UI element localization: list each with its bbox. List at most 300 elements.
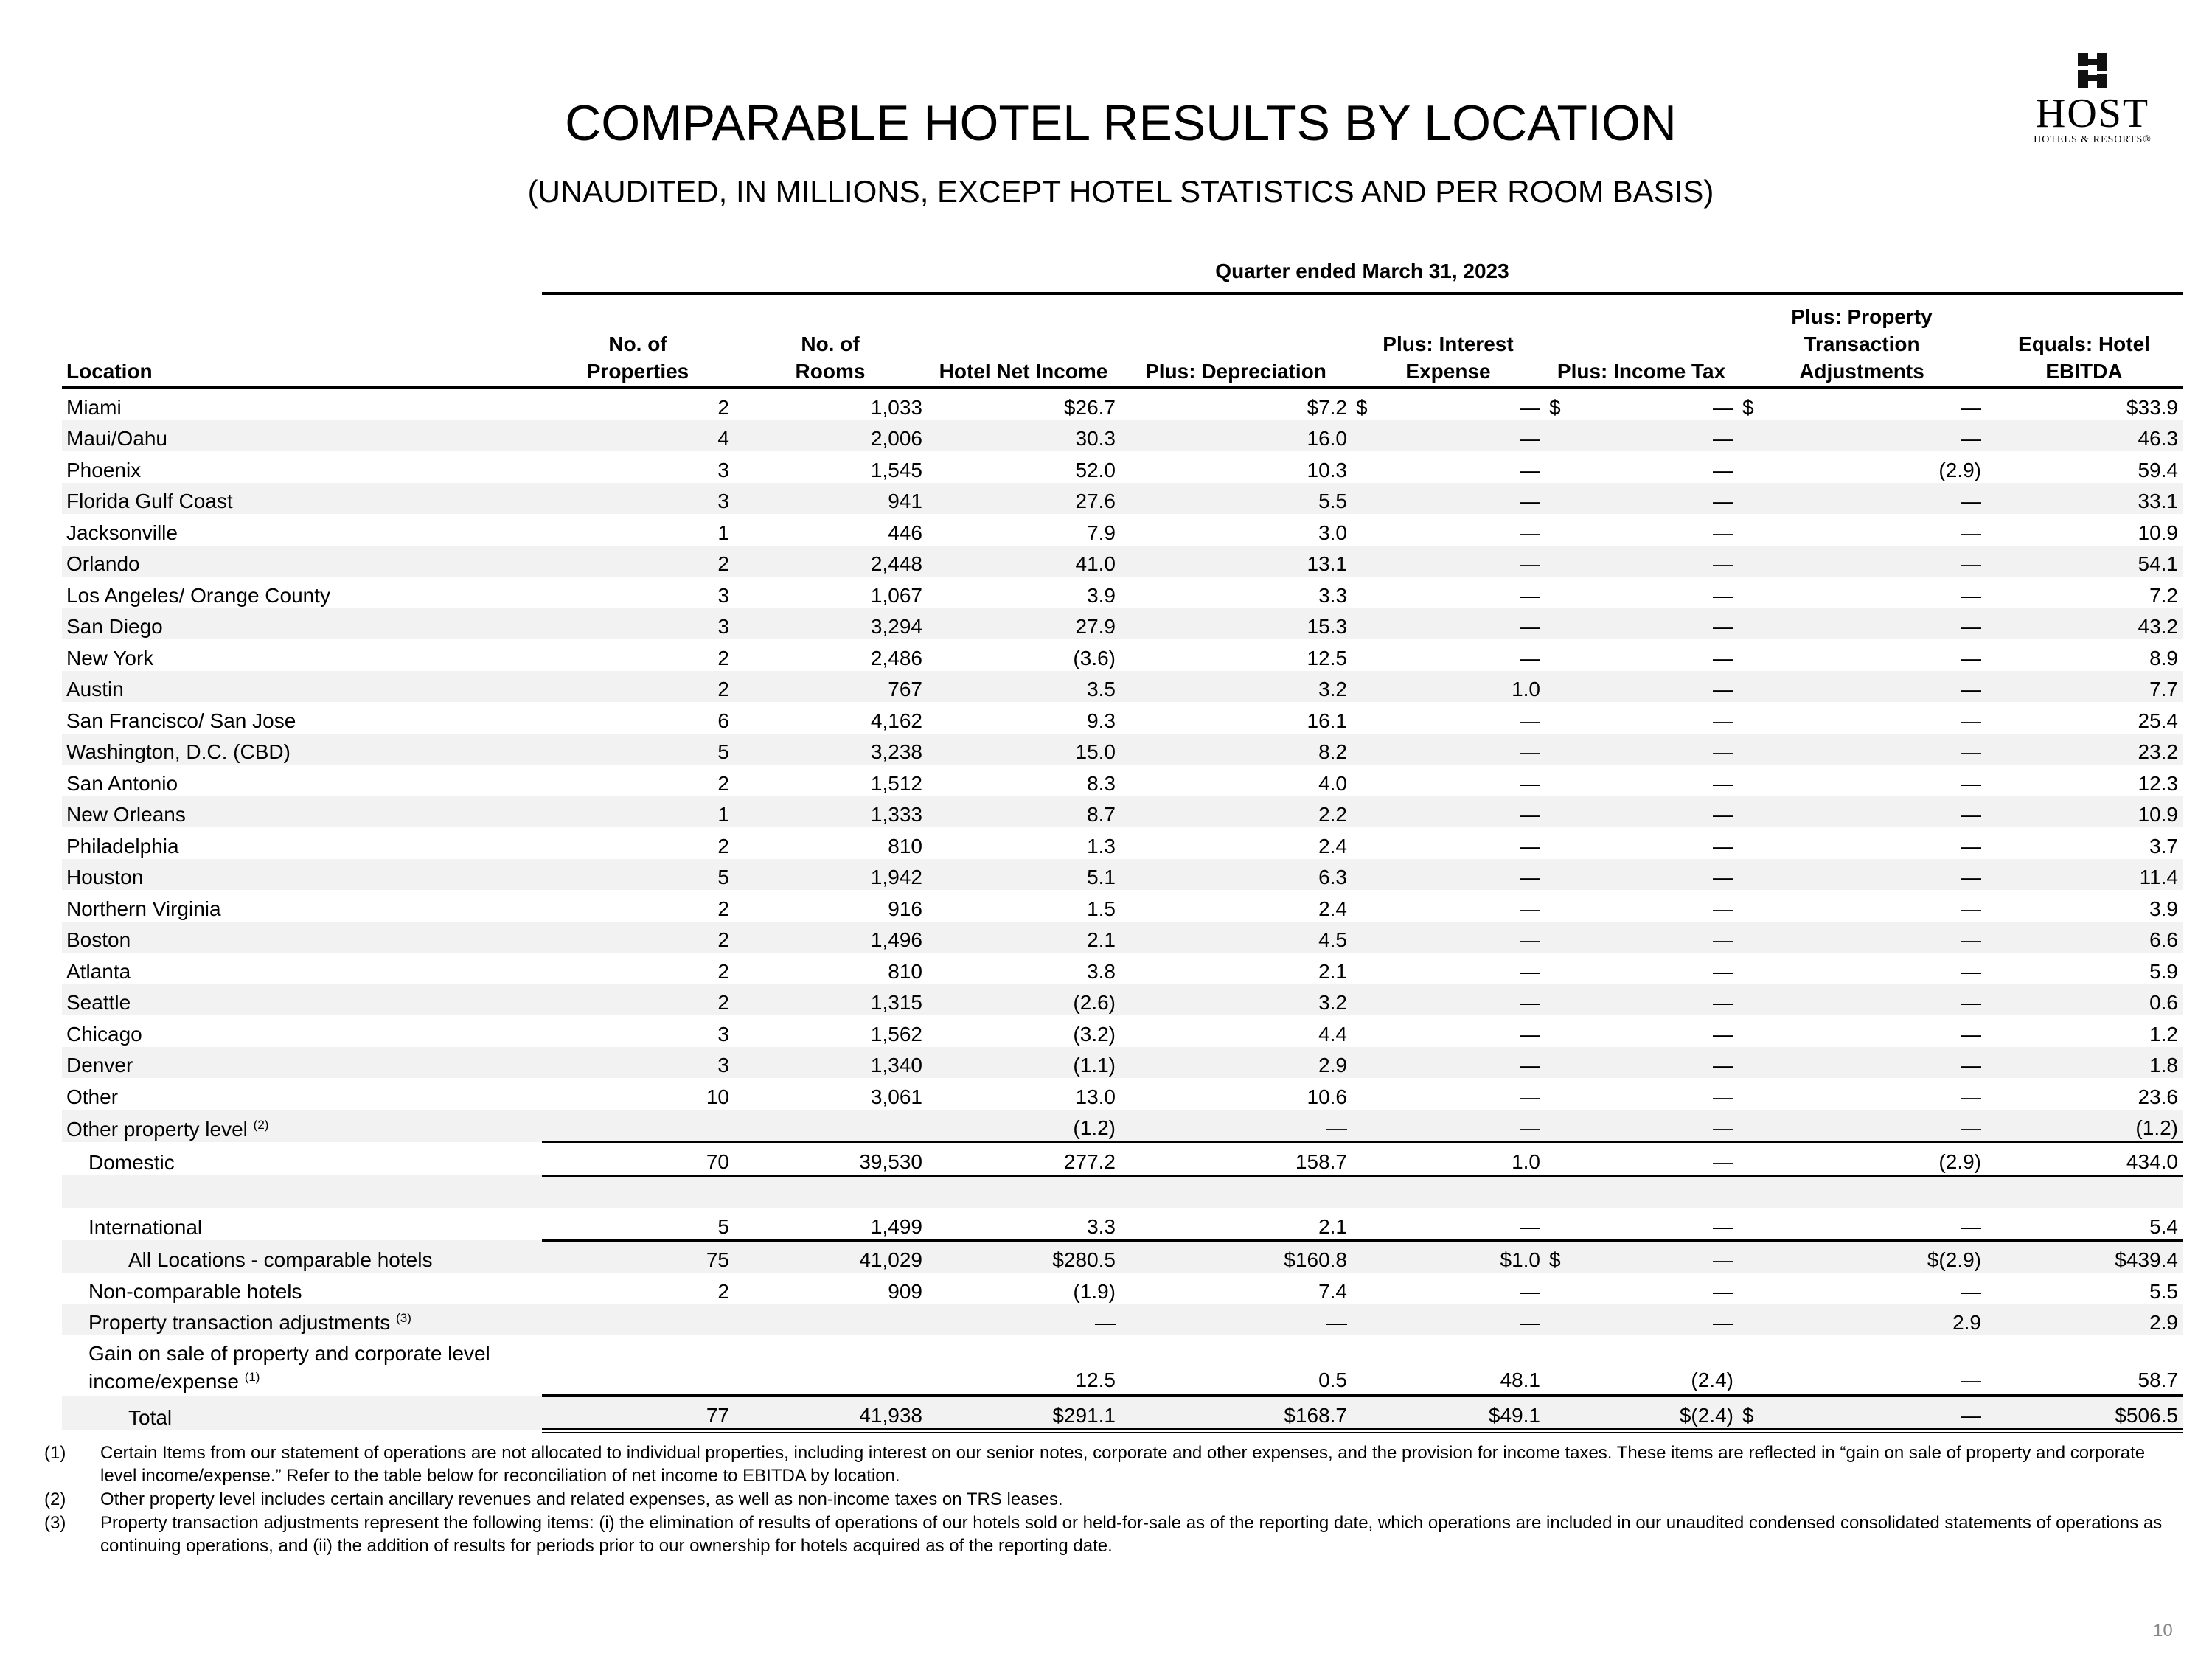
row-interest: — [1352, 796, 1545, 828]
footnote-number: (1) [44, 1443, 66, 1463]
row-location: Domestic [88, 1151, 175, 1174]
table-row [62, 577, 2183, 608]
row-adjustments: — [1738, 420, 1986, 452]
row-adjustments: — [1961, 646, 1981, 669]
footnote-text: Other property level includes certain ancillary revenues and related expenses, as well as non-income taxes on TRS leases. [100, 1489, 1063, 1509]
row-income-tax: — [1545, 796, 1738, 828]
row-location: Washington, D.C. (CBD) [62, 734, 542, 765]
row-rooms: 1,496 [734, 922, 927, 953]
table-row [62, 702, 2183, 734]
row-depreciation: 158.7 [1120, 1142, 1352, 1176]
col-rooms: No. of Rooms [734, 298, 927, 388]
row-interest: — [1520, 458, 1540, 481]
row-properties: 2 [717, 646, 729, 669]
table-row [62, 388, 2183, 420]
row-location: Austin [62, 671, 542, 703]
row-interest: — [1520, 646, 1540, 669]
row-location: Jacksonville [66, 521, 178, 544]
row-depreciation: 6.3 [1120, 859, 1352, 891]
row-interest: $1.0 [1352, 1240, 1545, 1273]
row-ebitda: 23.2 [1986, 734, 2183, 765]
row-properties: 10 [706, 1085, 729, 1108]
row-net-income: 2.1 [927, 922, 1120, 953]
row-rooms: 1,340 [734, 1047, 927, 1079]
row-income-tax: — [1713, 521, 1733, 544]
row-adjustments: — [1961, 897, 1981, 920]
row-ebitda: 1.2 [2149, 1022, 2178, 1046]
row-rooms: 41,938 [734, 1396, 927, 1431]
row-interest: 1.0 [1352, 1142, 1545, 1176]
table-row [62, 671, 2183, 703]
row-properties: 3 [717, 1022, 729, 1046]
row-depreciation: 2.9 [1120, 1047, 1352, 1079]
row-net-income: 3.3 [927, 1208, 1120, 1240]
row-location: Property transaction adjustments $^{(3)}$ [62, 1304, 542, 1336]
row-depreciation: — [1120, 1304, 1352, 1336]
row-properties: 5 [542, 1208, 734, 1240]
domestic-row [62, 1142, 2183, 1176]
table-row [62, 827, 2183, 859]
row-rooms: 3,294 [734, 608, 927, 640]
row-location: Non-comparable hotels [88, 1279, 302, 1303]
property-adjustments-row [62, 1304, 2183, 1336]
row-location: Denver [62, 1047, 542, 1079]
row-depreciation: 16.0 [1120, 420, 1352, 452]
row-rooms: 810 [888, 834, 922, 858]
table-row [62, 420, 2183, 452]
row-location: All Locations - comparable hotels [62, 1240, 542, 1273]
row-properties: 2 [542, 922, 734, 953]
row-ebitda: 59.4 [2138, 458, 2178, 481]
row-adjustments: (2.9) [1738, 1142, 1986, 1176]
row-rooms: 767 [734, 671, 927, 703]
row-ebitda: 23.6 [2138, 1085, 2178, 1108]
row-location: Northern Virginia [66, 897, 221, 920]
col-ebitda: Equals: Hotel EBITDA [1986, 298, 2183, 388]
footnote [44, 1488, 2168, 1511]
row-net-income: 12.5 [927, 1335, 1120, 1396]
logo-wordmark: HOST [2035, 91, 2150, 136]
row-net-income: 277.2 [927, 1142, 1120, 1176]
row-adjustments: $ — [1742, 395, 1981, 419]
row-location: Other [66, 1085, 119, 1108]
row-net-income: 9.3 [1087, 709, 1116, 732]
table-row [62, 608, 2183, 640]
row-adjustments: — [1961, 709, 1981, 732]
row-net-income: (2.6) [927, 984, 1120, 1016]
row-depreciation: 2.4 [1318, 897, 1347, 920]
table-row [62, 514, 2183, 546]
row-depreciation: $160.8 [1120, 1240, 1352, 1273]
row-rooms: 1,545 [870, 458, 922, 481]
row-properties: 2 [717, 771, 729, 795]
row-income-tax: — [1545, 922, 1738, 953]
row-properties: 4 [542, 420, 734, 452]
table-row [62, 765, 2183, 796]
row-depreciation: 4.4 [1318, 1022, 1347, 1046]
row-ebitda: 54.1 [1986, 546, 2183, 577]
row-rooms: 1,315 [734, 984, 927, 1016]
row-ebitda: (1.2) [1986, 1110, 2183, 1142]
row-properties: 1 [717, 521, 729, 544]
row-ebitda: 3.7 [2149, 834, 2178, 858]
row-ebitda: 8.9 [2149, 646, 2178, 669]
row-location: Chicago [66, 1022, 142, 1046]
row-income-tax: — [1713, 458, 1733, 481]
row-net-income: (1.1) [927, 1047, 1120, 1079]
row-net-income: 27.6 [927, 483, 1120, 515]
row-adjustments: — [1738, 1110, 1986, 1142]
row-properties: 3 [717, 458, 729, 481]
row-rooms: 810 [888, 959, 922, 983]
row-income-tax: — [1545, 1047, 1738, 1079]
footnote [44, 1441, 2168, 1487]
row-adjustments: — [1738, 1208, 1986, 1240]
row-location: New York [66, 646, 154, 669]
row-net-income: — [927, 1304, 1120, 1336]
row-location: International [88, 1216, 203, 1239]
row-depreciation: 3.2 [1120, 671, 1352, 703]
row-interest: — [1352, 546, 1545, 577]
row-interest: 1.0 [1352, 671, 1545, 703]
row-location: New Orleans [62, 796, 542, 828]
col-adjustments: Plus: Property Transaction Adjustments [1738, 298, 1986, 388]
row-properties: 2 [542, 984, 734, 1016]
row-income-tax: — [1545, 483, 1738, 515]
row-rooms: 909 [888, 1279, 922, 1303]
row-interest: — [1520, 1085, 1540, 1108]
row-ebitda: 10.9 [1986, 796, 2183, 828]
row-rooms: 446 [888, 521, 922, 544]
row-ebitda: $33.9 [2126, 395, 2178, 419]
row-net-income: 41.0 [927, 546, 1120, 577]
table-header-row [62, 298, 2183, 388]
row-interest: — [1520, 709, 1540, 732]
row-adjustments: — [1738, 984, 1986, 1016]
row-ebitda: $439.4 [1986, 1240, 2183, 1273]
row-income-tax: — [1545, 984, 1738, 1016]
row-interest: — [1352, 483, 1545, 515]
row-location: Orlando [62, 546, 542, 577]
row-depreciation: 0.5 [1120, 1335, 1352, 1396]
row-rooms: 3,061 [870, 1085, 922, 1108]
row-interest: — [1352, 922, 1545, 953]
row-depreciation: 8.2 [1120, 734, 1352, 765]
row-adjustments: — [1738, 1047, 1986, 1079]
row-income-tax: — [1545, 671, 1738, 703]
row-interest: — [1352, 608, 1545, 640]
row-interest: — [1352, 859, 1545, 891]
row-adjustments: $(2.9) [1738, 1240, 1986, 1273]
international-row [62, 1208, 2183, 1240]
location-rows [62, 388, 2183, 1142]
row-properties: 2 [717, 395, 729, 419]
row-location: San Francisco/ San Jose [66, 709, 296, 732]
all-locations-row [62, 1240, 2183, 1273]
row-ebitda: 7.2 [2149, 583, 2178, 607]
row-location: Maui/Oahu [62, 420, 542, 452]
row-properties: 2 [717, 897, 729, 920]
table-row [62, 546, 2183, 577]
row-ebitda: 46.3 [1986, 420, 2183, 452]
footnote [44, 1512, 2168, 1557]
col-net-income: Hotel Net Income [927, 298, 1120, 388]
row-net-income: $291.1 [927, 1396, 1120, 1431]
row-adjustments: — [1961, 1022, 1981, 1046]
row-ebitda: 25.4 [2138, 709, 2178, 732]
row-properties: 6 [717, 709, 729, 732]
row-rooms: 916 [888, 897, 922, 920]
page-title: COMPARABLE HOTEL RESULTS BY LOCATION [565, 95, 1677, 151]
row-properties: 2 [542, 671, 734, 703]
row-properties: 3 [717, 583, 729, 607]
row-adjustments: — [1738, 922, 1986, 953]
row-properties: 3 [542, 483, 734, 515]
row-ebitda: 6.6 [1986, 922, 2183, 953]
row-adjustments: — [1961, 1085, 1981, 1108]
row-adjustments: — [1961, 834, 1981, 858]
row-rooms: 2,448 [734, 546, 927, 577]
row-ebitda: 5.5 [2149, 1279, 2178, 1303]
row-rooms: 1,512 [870, 771, 922, 795]
row-net-income: 52.0 [1075, 458, 1116, 481]
row-ebitda: 58.7 [1986, 1335, 2183, 1396]
table-row [62, 796, 2183, 828]
table-row [62, 1015, 2183, 1047]
row-interest: — [1352, 1208, 1545, 1240]
host-logo-mark-icon [2075, 52, 2110, 90]
table-row [62, 483, 2183, 515]
table-row [62, 890, 2183, 922]
footnote-text: Property transaction adjustments represent the following items: (i) the elimination of results of operations of our hotels sold or held-for-sale as of the reporting date, which operations are included in our unaudited condensed consolidated statements of operations as continuing operations, and (ii) the addition of results for periods prior to our ownership for hotels acquired as of the reporting date. [100, 1513, 2163, 1556]
row-depreciation: 10.3 [1307, 458, 1347, 481]
row-adjustments: — [1738, 734, 1986, 765]
row-adjustments: — [1738, 608, 1986, 640]
row-depreciation: 13.1 [1120, 546, 1352, 577]
row-location: Philadelphia [66, 834, 179, 858]
period-rule [542, 292, 2183, 295]
row-adjustments: — [1961, 521, 1981, 544]
row-interest: — [1520, 1279, 1540, 1303]
row-depreciation: 2.1 [1120, 1208, 1352, 1240]
row-interest: — [1352, 1110, 1545, 1142]
row-rooms: 2,006 [734, 420, 927, 452]
row-depreciation: $168.7 [1120, 1396, 1352, 1431]
row-location: San Diego [62, 608, 542, 640]
col-location: Location [62, 298, 542, 388]
row-properties: 2 [542, 546, 734, 577]
row-interest: — [1520, 521, 1540, 544]
row-adjustments: — [1961, 959, 1981, 983]
row-adjustments: — [1961, 583, 1981, 607]
row-net-income: 8.7 [927, 796, 1120, 828]
period-heading: Quarter ended March 31, 2023 [1215, 260, 1509, 282]
row-location: Atlanta [66, 959, 131, 983]
row-depreciation: 4.5 [1120, 922, 1352, 953]
footnote-text: Certain Items from our statement of operations are not allocated to individual properties, including interest on our senior notes, corporate and other expenses, and the provision for income taxes. These items are reflected in “gain on sale of property and corporate level income/expense.” Refer to the table below for reconciliation of net income to EBITDA by location. [100, 1443, 2146, 1486]
row-rooms: 1,033 [870, 395, 922, 419]
row-income-tax: — [1713, 709, 1733, 732]
row-interest: — [1520, 771, 1540, 795]
row-ebitda: 2.9 [1986, 1304, 2183, 1336]
row-depreciation: 12.5 [1307, 646, 1347, 669]
row-interest: — [1352, 1304, 1545, 1336]
row-net-income: 3.9 [1087, 583, 1116, 607]
row-adjustments: — [1738, 671, 1986, 703]
row-income-tax: — [1545, 608, 1738, 640]
row-location: Los Angeles/ Orange County [66, 583, 331, 607]
row-interest: — [1352, 984, 1545, 1016]
row-ebitda: 10.9 [2138, 521, 2178, 544]
table-row [62, 734, 2183, 765]
row-depreciation: $7.2 [1307, 395, 1347, 419]
logo-tagline: HOTELS & RESORTS® [2034, 134, 2152, 145]
row-location: Boston [62, 922, 542, 953]
row-depreciation: 4.0 [1318, 771, 1347, 795]
table-row [62, 953, 2183, 984]
row-income-tax: — [1713, 1085, 1733, 1108]
row-location: Other property level $^{(2)}$ [62, 1110, 542, 1142]
row-income-tax: — [1545, 1110, 1738, 1142]
row-depreciation: — [1120, 1110, 1352, 1142]
row-adjustments: 2.9 [1738, 1304, 1986, 1336]
row-ebitda: 33.1 [1986, 483, 2183, 515]
row-adjustments: — [1961, 771, 1981, 795]
row-location: Gain on sale of property and corporate level income/expense $^{(1)}$ [88, 1341, 490, 1393]
row-interest: — [1520, 959, 1540, 983]
row-net-income: 8.3 [1087, 771, 1116, 795]
gain-on-sale-row [62, 1335, 2183, 1396]
row-net-income: 3.5 [927, 671, 1120, 703]
row-interest: 48.1 [1352, 1335, 1545, 1396]
row-interest: — [1520, 583, 1540, 607]
row-properties: 77 [542, 1396, 734, 1431]
row-adjustments: $ — [1738, 1396, 1986, 1431]
row-properties: 3 [542, 608, 734, 640]
col-depreciation: Plus: Depreciation [1120, 298, 1352, 388]
row-location: Florida Gulf Coast [62, 483, 542, 515]
row-adjustments: — [1738, 859, 1986, 891]
row-rooms: 1,562 [870, 1022, 922, 1046]
row-properties: 1 [542, 796, 734, 828]
row-adjustments: — [1738, 796, 1986, 828]
row-properties: 5 [542, 859, 734, 891]
row-net-income: $280.5 [927, 1240, 1120, 1273]
row-depreciation: 2.2 [1120, 796, 1352, 828]
row-net-income: (3.6) [1073, 646, 1116, 669]
row-income-tax: — [1545, 859, 1738, 891]
row-rooms: 39,530 [734, 1142, 927, 1176]
row-depreciation: 16.1 [1307, 709, 1347, 732]
page-number: 10 [2153, 1621, 2173, 1641]
row-income-tax: — [1545, 546, 1738, 577]
row-location: Houston [62, 859, 542, 891]
row-ebitda: 1.8 [1986, 1047, 2183, 1079]
page-subtitle: (UNAUDITED, IN MILLIONS, EXCEPT HOTEL STATISTICS AND PER ROOM BASIS) [527, 174, 1714, 209]
row-ebitda: 7.7 [1986, 671, 2183, 703]
row-income-tax: — [1545, 1208, 1738, 1240]
row-income-tax: (2.4) [1545, 1335, 1738, 1396]
row-ebitda: 0.6 [1986, 984, 2183, 1016]
row-rooms: 2,486 [870, 646, 922, 669]
row-net-income: $26.7 [1063, 395, 1116, 419]
row-interest: — [1352, 734, 1545, 765]
row-adjustments: (2.9) [1938, 458, 1981, 481]
row-rooms: 4,162 [870, 709, 922, 732]
non-comparable-row [62, 1273, 2183, 1304]
row-adjustments: — [1738, 546, 1986, 577]
row-depreciation: 15.3 [1120, 608, 1352, 640]
row-interest: — [1520, 834, 1540, 858]
row-net-income: 1.5 [1087, 897, 1116, 920]
row-properties: 2 [717, 959, 729, 983]
col-income-tax: Plus: Income Tax [1545, 298, 1738, 388]
row-income-tax: — [1713, 1279, 1733, 1303]
row-properties: 70 [542, 1142, 734, 1176]
row-properties: 3 [542, 1047, 734, 1079]
row-location: Phoenix [66, 458, 142, 481]
table-row [62, 1078, 2183, 1110]
table-row [62, 984, 2183, 1016]
row-depreciation: 10.6 [1307, 1085, 1347, 1108]
row-net-income: (1.2) [927, 1110, 1120, 1142]
row-location: Seattle [62, 984, 542, 1016]
row-interest: — [1520, 897, 1540, 920]
row-rooms: 1,942 [734, 859, 927, 891]
footnotes [44, 1441, 2168, 1558]
row-net-income: 1.3 [1087, 834, 1116, 858]
table-row [62, 922, 2183, 953]
row-income-tax: — [1713, 646, 1733, 669]
table-row [62, 1110, 2183, 1142]
row-location: Total [62, 1396, 542, 1431]
row-income-tax: — [1713, 959, 1733, 983]
row-location: San Antonio [66, 771, 178, 795]
row-location: Miami [66, 395, 122, 419]
row-ebitda: 5.4 [1986, 1208, 2183, 1240]
row-properties: 2 [717, 1279, 729, 1303]
row-rooms: 1,333 [734, 796, 927, 828]
row-rooms: 941 [734, 483, 927, 515]
row-income-tax: — [1713, 897, 1733, 920]
row-properties: 5 [542, 734, 734, 765]
row-income-tax: — [1545, 1142, 1738, 1176]
row-net-income: 15.0 [927, 734, 1120, 765]
row-depreciation: 3.3 [1318, 583, 1347, 607]
row-properties: 2 [717, 834, 729, 858]
row-depreciation: 2.1 [1318, 959, 1347, 983]
col-interest: Plus: Interest Expense [1352, 298, 1545, 388]
row-adjustments: — [1738, 483, 1986, 515]
row-properties [542, 1110, 734, 1142]
total-row [62, 1396, 2183, 1431]
hotel-results-table [62, 298, 2183, 1433]
row-income-tax: — [1545, 420, 1738, 452]
row-rooms: 3,238 [734, 734, 927, 765]
row-interest: $49.1 [1352, 1396, 1545, 1431]
row-depreciation: 2.4 [1318, 834, 1347, 858]
row-interest: — [1520, 1022, 1540, 1046]
row-ebitda: 11.4 [1986, 859, 2183, 891]
row-depreciation: 7.4 [1318, 1279, 1347, 1303]
row-net-income: 3.8 [1087, 959, 1116, 983]
col-properties: No. of Properties [542, 298, 734, 388]
host-logo [2019, 52, 2166, 162]
row-ebitda: $506.5 [1986, 1396, 2183, 1431]
row-adjustments: — [1738, 1335, 1986, 1396]
table-row [62, 451, 2183, 483]
table-row [62, 639, 2183, 671]
